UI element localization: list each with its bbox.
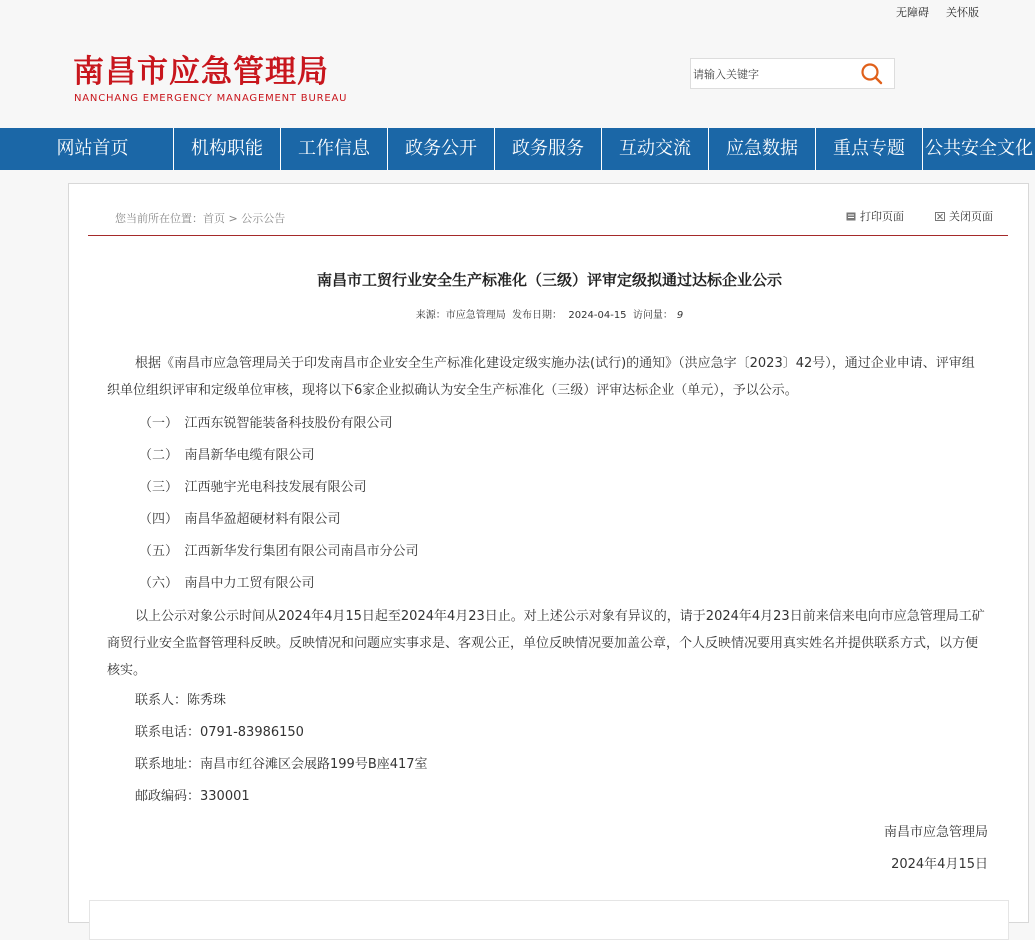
search-box	[690, 58, 895, 89]
notice-paragraph: 以上公示对象公示时间从2024年4月15日起至2024年4月23日止。对上述公示对象有异议的，请于2024年4月23日前来信来电向市应急管理局工矿商贸行业安全监督管理科反映。反映情况和问题应实事求是、客观公正，单位反映情况要加盖公章，个人反映情况要用真实姓名并提供联系方式，以方便核实。	[107, 609, 985, 678]
search-button[interactable]	[860, 62, 884, 86]
breadcrumb-current[interactable]: 公示公告	[241, 212, 286, 225]
print-page-label: 打印页面	[860, 210, 904, 223]
print-icon	[846, 212, 856, 221]
breadcrumb-prefix: 您当前所在位置：	[115, 212, 203, 225]
site-header	[0, 22, 1035, 128]
nav-gov-services[interactable]: 政务服务	[495, 128, 602, 170]
signature-org: 南昌市应急管理局	[883, 825, 988, 840]
elder-mode-link[interactable]: 关怀版	[946, 6, 979, 19]
date-label: 发布日期：	[512, 310, 563, 321]
list-item: （二） 南昌新华电缆有限公司	[139, 448, 315, 463]
source-value: 市应急管理局	[445, 310, 506, 321]
related-box	[89, 900, 1009, 940]
contact-postcode: 邮政编码：330001	[135, 789, 250, 804]
nav-key-topics[interactable]: 重点专题	[816, 128, 923, 170]
nav-emergency-data[interactable]: 应急数据	[709, 128, 816, 170]
search-icon	[860, 62, 884, 86]
contact-address: 联系地址：南昌市红谷滩区会展路199号B座417室	[135, 757, 428, 772]
close-page-button[interactable]	[935, 208, 993, 224]
nav-work-info[interactable]: 工作信息	[281, 128, 388, 170]
signature-date: 2024年4月15日	[891, 857, 988, 872]
main-nav	[0, 128, 1035, 170]
breadcrumb-home[interactable]: 首页	[203, 212, 225, 225]
list-item: （三） 江西驰宇光电科技发展有限公司	[139, 480, 367, 495]
nav-public-affairs[interactable]: 政务公开	[388, 128, 495, 170]
nav-home[interactable]: 网站首页	[0, 128, 174, 170]
views-value: 9	[676, 310, 684, 321]
article-body	[107, 350, 987, 813]
print-page-button[interactable]	[846, 208, 904, 224]
close-icon	[935, 212, 945, 221]
site-logo-title[interactable]: 南昌市应急管理局	[73, 54, 329, 90]
breadcrumb	[115, 210, 285, 226]
list-item: （五） 江西新华发行集团有限公司南昌市分公司	[139, 544, 419, 559]
breadcrumb-separator: >	[225, 212, 242, 225]
article-panel	[68, 183, 1029, 923]
search-input[interactable]	[691, 59, 855, 90]
article-meta	[69, 306, 1030, 321]
list-item: （四） 南昌华盈超硬材料有限公司	[139, 512, 341, 527]
source-label: 来源：	[415, 310, 446, 321]
nav-safety-culture[interactable]: 公共安全文化	[925, 138, 1033, 159]
list-item: （一） 江西东锐智能装备科技股份有限公司	[139, 416, 393, 431]
header-divider	[88, 235, 1008, 236]
accessibility-link[interactable]: 无障碍	[896, 6, 929, 19]
site-logo-subtitle: NANCHANG EMERGENCY MANAGEMENT BUREAU	[74, 93, 348, 104]
date-value: 2024-04-15	[568, 310, 627, 321]
close-page-label: 关闭页面	[949, 210, 993, 223]
top-utility-bar	[0, 0, 1035, 22]
nav-organization[interactable]: 机构职能	[174, 128, 281, 170]
article-title: 南昌市工贸行业安全生产标准化（三级）评审定级拟通过达标企业公示	[316, 271, 782, 289]
nav-interaction[interactable]: 互动交流	[602, 128, 709, 170]
list-item: （六） 南昌中力工贸有限公司	[139, 576, 315, 591]
contact-person: 联系人：陈秀珠	[135, 693, 227, 708]
intro-paragraph: 根据《南昌市应急管理局关于印发南昌市企业安全生产标准化建设定级实施办法(试行)的通知》（洪应急字〔2023〕42号），通过企业申请、评审组织单位组织评审和定级单位审核，现将以下6家企业拟确认为安全生产标准化（三级）评审达标企业（单元），予以公示。	[107, 356, 975, 398]
views-label: 访问量：	[632, 310, 673, 321]
contact-phone: 联系电话：0791-83986150	[135, 725, 304, 740]
